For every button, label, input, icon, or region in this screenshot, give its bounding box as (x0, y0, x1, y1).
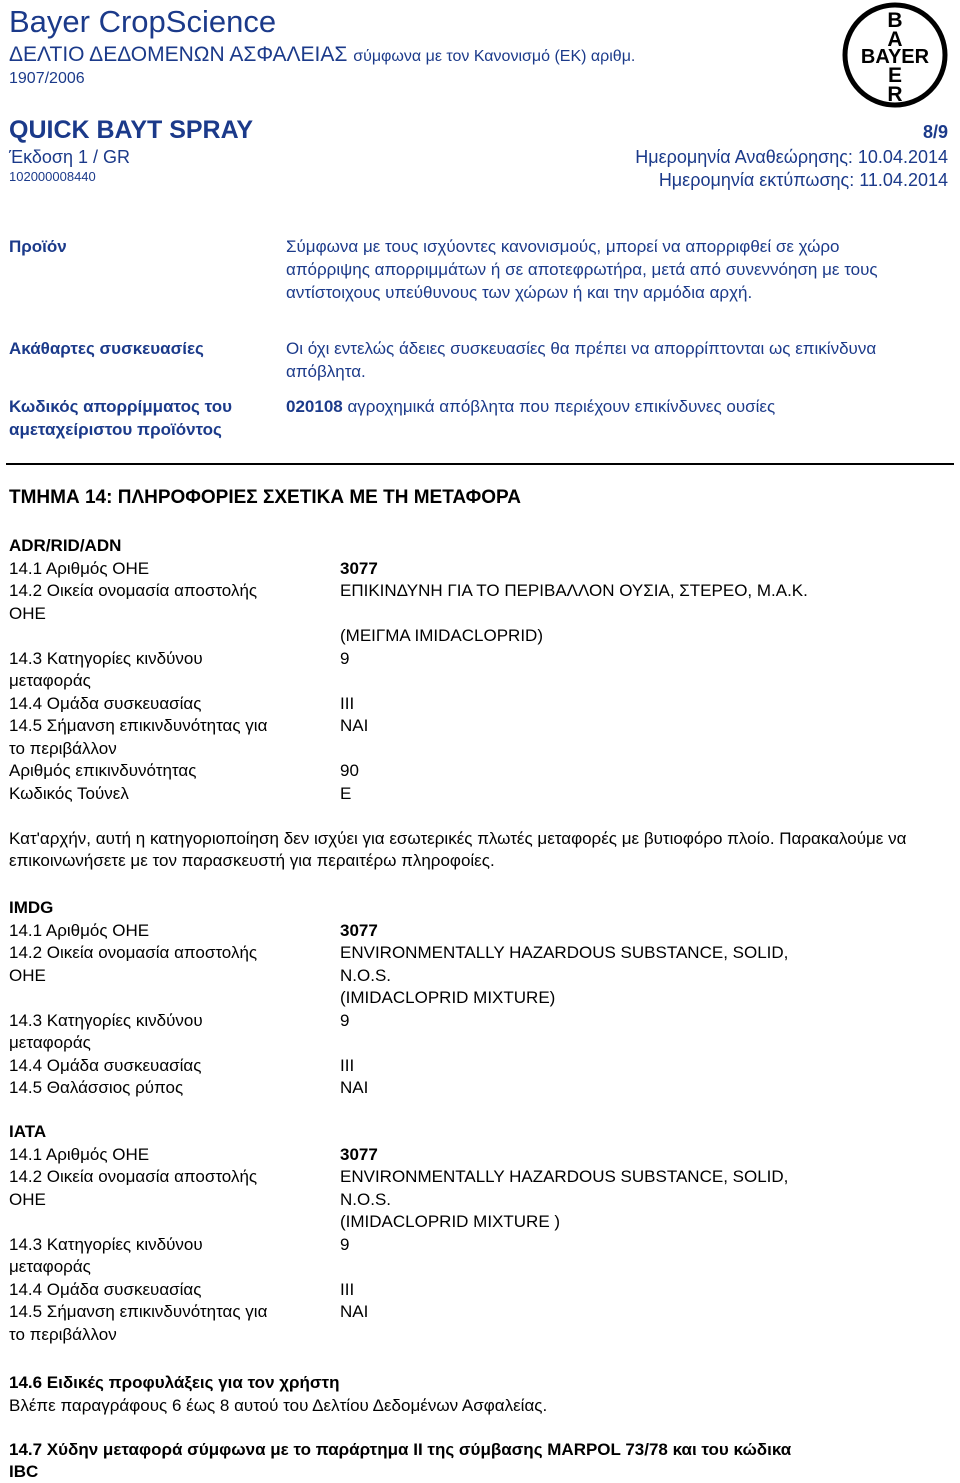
document-header (9, 0, 948, 190)
product-name: QUICK BAYT SPRAY (9, 116, 254, 144)
adr-row-pg (9, 693, 929, 716)
disposal-label-product: Προϊόν (9, 237, 67, 256)
iata-heading: IATA (9, 1122, 47, 1141)
adr-class-label-1: 14.3 Κατηγορίες κινδύνου (9, 648, 203, 668)
regulation-year: 1907/2006 (9, 70, 85, 87)
adr-row-hazard (9, 760, 929, 783)
section-14-7-heading-cont: IBC (9, 1462, 39, 1481)
iata-name-value-2: N.O.S. (340, 1189, 392, 1209)
disposal-waste-code-row (286, 395, 926, 418)
adr-row-un (9, 558, 929, 581)
section-14-6-text: Βλέπε παραγράφους 6 έως 8 αυτού του Δελτίου Δεδομένων Ασφαλείας. (9, 1396, 548, 1415)
disposal-label-waste-code: Κωδικός απορρίμματος του αμεταχείριστου προϊόντος (9, 397, 232, 439)
section-14-title: ΤΜΗΜΑ 14: ΠΛΗΡΟΦΟΡΙΕΣ ΣΧΕΤΙΚΑ ΜΕ ΤΗ ΜΕΤΑΦΟΡΑ (9, 487, 521, 508)
disposal-text-product: Σύμφωνα με τους ισχύοντες κανονισμούς, μπορεί να απορριφθεί σε χώρο απόρριψης απορριμμάτων ή σε αποτεφρωτήρα, μετά από συνεννόηση με τους αντίστοιχους υπεύθυνους των χώρων ή και την αρμόδια αρχή. (286, 237, 878, 302)
iata-name-label-1: 14.2 Οικεία ονομασία αποστολής (9, 1167, 258, 1186)
adr-class-label-2: μεταφοράς (9, 671, 91, 690)
adr-heading: ADR/RID/ADN (9, 536, 122, 555)
imdg-row-pg (9, 1055, 929, 1078)
adr-env-label-1: 14.5 Σήμανση επικινδυνότητας για (9, 716, 268, 735)
iata-row-class-2 (9, 1256, 929, 1279)
iata-un-value: 3077 (340, 1144, 378, 1164)
iata-block (9, 1121, 929, 1346)
imdg-block (9, 897, 929, 1100)
imdg-name-value-1: ENVIRONMENTALLY HAZARDOUS SUBSTANCE, SOLID, (340, 943, 789, 962)
document-code: 102000008440 (9, 169, 96, 184)
regulation-text: σύμφωνα με τον Κανονισμό (ΕΚ) αριθμ. (353, 48, 636, 65)
imdg-row-marine (9, 1077, 929, 1100)
imdg-name-label-2: ΟΗΕ (9, 965, 46, 985)
adr-name-label-2: ΟΗΕ (9, 603, 46, 623)
waste-code-description: αγροχημικά απόβλητα που περιέχουν επικίνδυνες ουσίες (347, 397, 776, 416)
adr-row-class (9, 648, 929, 671)
iata-pg-label: 14.4 Ομάδα συσκευασίας (9, 1279, 202, 1299)
adr-pg-value: III (340, 693, 355, 713)
adr-env-label-2: το περιβάλλον (9, 738, 117, 758)
imdg-name-label-1: 14.2 Οικεία ονομασία αποστολής (9, 943, 258, 962)
adr-block (9, 535, 929, 805)
page-number: 8/9 (922, 122, 948, 142)
adr-env-value: ΝΑΙ (340, 716, 369, 735)
imdg-heading: IMDG (9, 898, 54, 917)
adr-note: Κατ'αρχήν, αυτή η κατηγοριοποίηση δεν ισχύει για εσωτερικές πλωτές μεταφορές με βυτιοφόρο πλοίο. Παρακαλούμε να επικοινωνήσετε με τον παρασκευστή για περαιτέρω πληροφοίες. (9, 829, 907, 870)
disposal-text-packaging: Οι όχι εντελώς άδειες συσκευασίες θα πρέπει να απορρίπτονται ως επικίνδυνα απόβλητα. (286, 339, 877, 381)
iata-un-label: 14.1 Αριθμός ΟΗΕ (9, 1144, 150, 1164)
adr-un-value: 3077 (340, 558, 378, 578)
adr-tunnel-label: Κωδικός Τούνελ (9, 783, 129, 803)
logo-letter-b: B (887, 9, 903, 32)
iata-row-un (9, 1144, 929, 1167)
bayer-cross-logo (842, 2, 948, 108)
document-type (9, 43, 635, 67)
iata-row-name (9, 1166, 929, 1189)
logo-letter-a: A (887, 28, 903, 51)
iata-row-pg (9, 1279, 929, 1302)
logo-word-bayer: BAYER (860, 46, 930, 68)
version-label: Έκδοση 1 / GR (9, 147, 131, 167)
iata-name-value-1: ENVIRONMENTALLY HAZARDOUS SUBSTANCE, SOLID, (340, 1167, 789, 1186)
print-date: Ημερομηνία εκτύπωσης: 11.04.2014 (658, 170, 948, 190)
adr-pg-label: 14.4 Ομάδα συσκευασίας (9, 693, 202, 713)
imdg-class-label-2: μεταφοράς (9, 1033, 91, 1052)
adr-row-name (9, 580, 929, 603)
iata-env-value: ΝΑΙ (340, 1302, 369, 1321)
imdg-marine-value: ΝΑΙ (340, 1078, 369, 1097)
imdg-pg-label: 14.4 Ομάδα συσκευασίας (9, 1055, 202, 1075)
iata-row-name-2 (9, 1189, 929, 1212)
imdg-name-value-2: N.O.S. (340, 965, 392, 985)
doc-type-title: ΔΕΛΤΙΟ ΔΕΔΟΜΕΝΩΝ ΑΣΦΑΛΕΙΑΣ (9, 43, 348, 66)
imdg-class-label-1: 14.3 Κατηγορίες κινδύνου (9, 1010, 203, 1030)
adr-un-label: 14.1 Αριθμός ΟΗΕ (9, 558, 150, 578)
iata-class-label-2: μεταφοράς (9, 1257, 91, 1276)
iata-name-label-2: ΟΗΕ (9, 1189, 46, 1209)
adr-row-env-2 (9, 738, 929, 761)
iata-row-class (9, 1234, 929, 1257)
imdg-pg-value: III (340, 1055, 355, 1075)
adr-class-value: 9 (340, 648, 350, 668)
iata-class-label-1: 14.3 Κατηγορίες κινδύνου (9, 1234, 203, 1254)
adr-name-value-1: ΕΠΙΚΙΝΔΥΝΗ ΓΙΑ ΤΟ ΠΕΡΙΒΑΛΛΟΝ ΟΥΣΙΑ, ΣΤΕΡΕΟ, Μ.Α.Κ. (340, 581, 808, 600)
company-name: Bayer CropScience (9, 4, 277, 39)
logo-letter-e: E (887, 64, 903, 87)
imdg-name-value-3: (IMIDACLOPRID MIXTURE) (340, 988, 556, 1007)
imdg-row-class (9, 1010, 929, 1033)
iata-env-label-2: το περιβάλλον (9, 1324, 117, 1344)
imdg-row-class-2 (9, 1032, 929, 1055)
logo-letter-r: R (887, 83, 903, 106)
adr-name-value-2: (ΜΕΙΓΜΑ IMIDACLOPRID) (340, 626, 543, 645)
adr-row-tunnel (9, 783, 929, 806)
revision-date: Ημερομηνία Αναθεώρησης: 10.04.2014 (635, 147, 948, 167)
section-14-6-heading: 14.6 Ειδικές προφυλάξεις για τον χρήστη (9, 1373, 340, 1392)
adr-row-class-2 (9, 670, 929, 693)
adr-row-name-2 (9, 603, 929, 626)
adr-hazard-value: 90 (340, 761, 359, 780)
iata-row-env-2 (9, 1324, 929, 1347)
adr-row-env (9, 715, 929, 738)
imdg-row-name-2 (9, 965, 929, 988)
imdg-marine-label: 14.5 Θαλάσσιος ρύπος (9, 1078, 184, 1097)
iata-name-value-3: (IMIDACLOPRID MIXTURE ) (340, 1212, 561, 1231)
iata-env-label-1: 14.5 Σήμανση επικινδυνότητας για (9, 1302, 268, 1321)
adr-hazard-label: Αριθμός επικινδυνότητας (9, 761, 197, 780)
imdg-un-label: 14.1 Αριθμός ΟΗΕ (9, 920, 150, 940)
imdg-row-name-3 (9, 987, 929, 1010)
adr-tunnel-value: E (340, 783, 352, 803)
iata-row-env (9, 1301, 929, 1324)
iata-row-name-3 (9, 1211, 929, 1234)
iata-class-value: 9 (340, 1234, 350, 1254)
section-divider (6, 463, 954, 465)
imdg-row-name (9, 942, 929, 965)
imdg-un-value: 3077 (340, 920, 378, 940)
adr-name-label-1: 14.2 Οικεία ονομασία αποστολής (9, 581, 258, 600)
imdg-row-un (9, 920, 929, 943)
imdg-class-value: 9 (340, 1010, 350, 1030)
adr-row-name-3 (9, 625, 929, 648)
waste-code: 020108 (286, 397, 343, 416)
iata-pg-value: III (340, 1279, 355, 1299)
disposal-label-packaging: Ακάθαρτες συσκευασίες (9, 339, 204, 358)
section-14-7-heading: 14.7 Χύδην μεταφορά σύμφωνα με το παράρτημα II της σύμβασης MARPOL 73/78 και του κώδικα (9, 1440, 792, 1459)
